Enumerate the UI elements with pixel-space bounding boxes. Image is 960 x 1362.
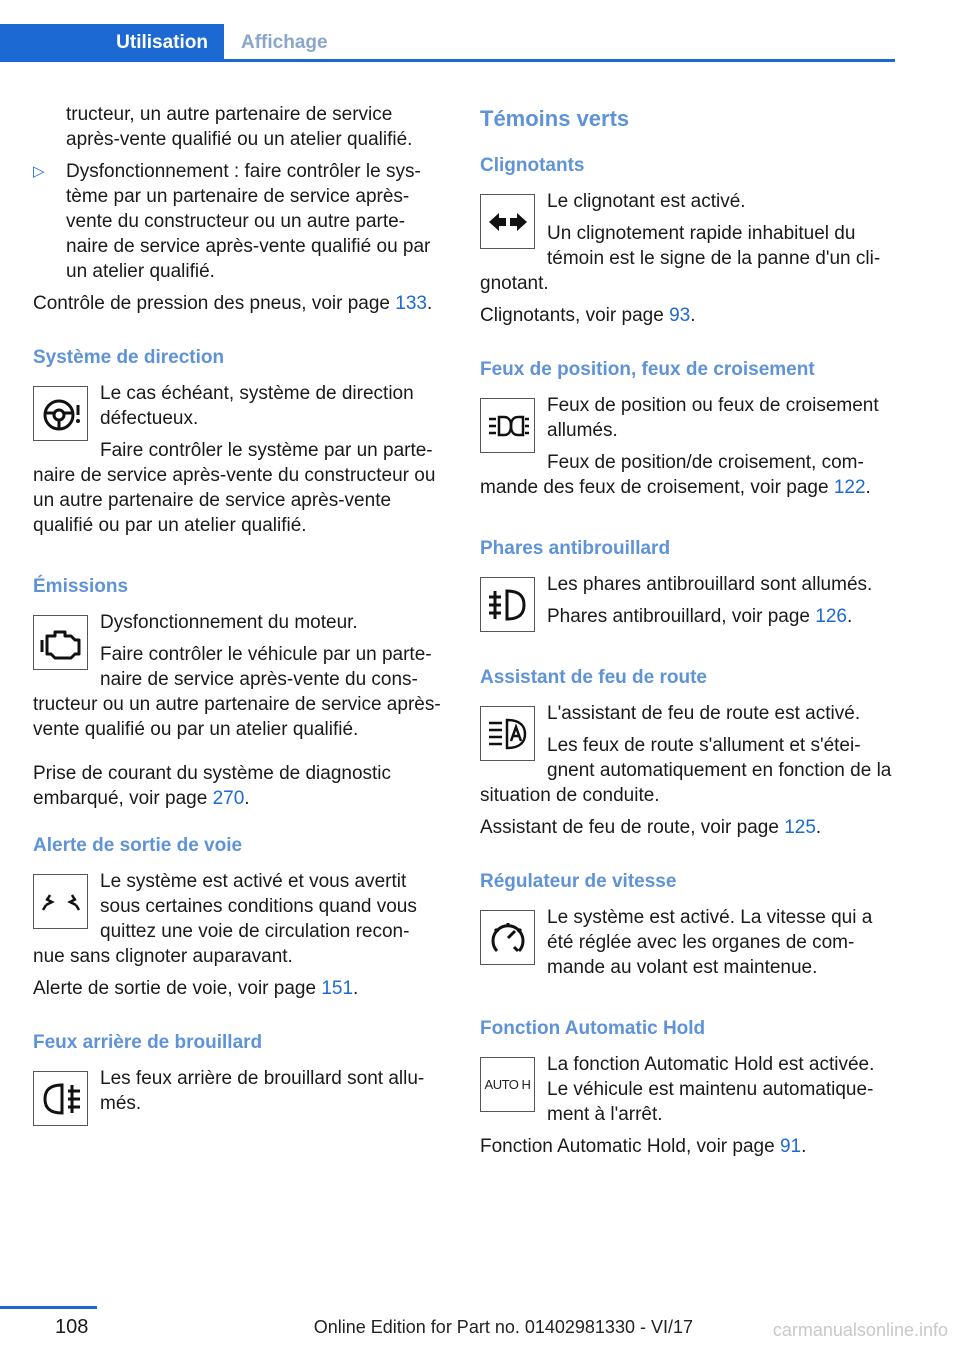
heading-auto-hold: Fonction Automatic Hold <box>480 1018 706 1039</box>
cruise-control-icon <box>480 910 535 965</box>
heading-high-beam-assistant: Assistant de feu de route <box>480 667 707 688</box>
bullet-item <box>33 159 443 284</box>
auto-hold-icon <box>480 1057 535 1112</box>
heading-steering: Système de direction <box>33 347 225 368</box>
rear-fog-light-icon <box>33 1071 88 1126</box>
page-link-93[interactable]: 93 <box>669 305 691 326</box>
page-link-122[interactable]: 122 <box>833 477 866 498</box>
emissions-text-1: Dysfonctionnement du moteur. <box>100 612 358 633</box>
page-number: 108 <box>55 1316 89 1338</box>
page-link-151[interactable]: 151 <box>321 978 354 999</box>
front-fog-text: Les phares antibrouillard sont allumés. <box>547 574 873 595</box>
cruise-control-text: Le système est activé. La vitesse qui a été réglée avec les organes de com- mande au volant est maintenue. <box>547 907 873 978</box>
steering-text-1: Le cas échéant, système de direction défectueux. <box>100 383 414 429</box>
watermark: carmanualsonline.info <box>772 1320 948 1340</box>
low-beam-reference: Feux de position/de croisement, com- mande des feux de croisement, voir page 122. <box>480 452 871 498</box>
rear-fog-text: Les feux arrière de brouillard sont allu- més. <box>100 1068 425 1114</box>
lane-departure-text: Le système est activé et vous avertit sous certaines conditions quand vous quittez une voie de circulation recon- nue sans clignoter auparavant. <box>33 871 417 967</box>
heading-cruise-control: Régulateur de vitesse <box>480 871 677 892</box>
intro-continuation: tructeur, un autre partenaire de service après-vente qualifié ou un atelier qualifié. <box>66 104 413 150</box>
heading-turn-signals: Clignotants <box>480 155 585 176</box>
footer-rule <box>0 1306 97 1309</box>
high-beam-assistant-icon <box>480 706 535 761</box>
heading-emissions: Émissions <box>33 576 129 597</box>
high-beam-text-2: Les feux de route s'allument et s'étei- gnent automatiquement en fonction de la situation de conduite. <box>480 735 892 806</box>
page-link-91[interactable]: 91 <box>779 1136 802 1157</box>
page-link-126[interactable]: 126 <box>815 606 847 627</box>
emissions-text-2: Faire contrôler le véhicule par un parte- naire de service après-vente du cons- tructeur ou un autre partenaire de service après-vente qualifié ou par un atelier qualifié. <box>33 644 441 740</box>
high-beam-reference: Assistant de feu de route, voir page 125. <box>480 817 822 838</box>
heading-green-indicators: Témoins verts <box>480 106 630 131</box>
page-link-125[interactable]: 125 <box>784 817 816 838</box>
position-low-beam-icon <box>480 398 535 453</box>
turn-signals-text-2: Un clignotement rapide inhabituel du témoin est le signe de la panne d'un cli- gnotant. <box>480 223 881 294</box>
heading-front-fog: Phares antibrouillard <box>480 538 671 559</box>
low-beam-text: Feux de position ou feux de croisement allumés. <box>547 395 879 441</box>
turn-signals-text-1: Le clignotant est activé. <box>547 191 746 212</box>
tab-utilisation[interactable]: Utilisation <box>0 24 224 62</box>
steering-warning-icon <box>33 386 88 441</box>
lane-departure-reference: Alerte de sortie de voie, voir page 151. <box>33 978 359 999</box>
engine-check-icon <box>33 615 88 670</box>
turn-signal-icon <box>480 194 535 249</box>
right-column <box>480 102 895 1166</box>
page-link-270[interactable]: 270 <box>212 788 245 809</box>
obd-reference: Prise de courant du système de diagnostic embarqué, voir page 270. <box>33 763 392 809</box>
turn-signals-reference: Clignotants, voir page 93. <box>480 305 696 326</box>
steering-text-2: Faire contrôler le système par un parte- naire de service après-vente du constructeur ou un autre partenaire de service après-vente qualifié ou par un atelier qualifié. <box>33 440 436 536</box>
heading-low-beam: Feux de position, feux de croisement <box>480 359 815 380</box>
front-fog-reference: Phares antibrouillard, voir page 126. <box>547 606 853 627</box>
page-link-133[interactable]: 133 <box>395 293 427 314</box>
bullet-text: Dysfonctionnement : faire contrôler le sys- tème par un partenaire de service après- vente du constructeur ou un autre parte- naire de service après-vente qualifié ou par un atelier qualifié. <box>66 161 431 282</box>
auto-hold-icon-label: AUTO H <box>484 1077 531 1092</box>
tab-affichage[interactable]: Affichage <box>241 32 328 53</box>
triangle-bullet-icon: ▷ <box>33 163 45 180</box>
auto-hold-reference: Fonction Automatic Hold, voir page 91. <box>480 1136 807 1157</box>
lane-departure-icon <box>33 874 88 929</box>
edition-note: Online Edition for Part no. 01402981330 - VI/17 <box>313 1317 693 1337</box>
auto-hold-text: La fonction Automatic Hold est activée. Le véhicule est maintenu automatique- ment à l'arrêt. <box>547 1054 875 1125</box>
heading-lane-departure: Alerte de sortie de voie <box>33 835 243 856</box>
section-tabs <box>0 24 895 62</box>
high-beam-text-1: L'assistant de feu de route est activé. <box>547 703 861 724</box>
tire-pressure-reference: Contrôle de pression des pneus, voir page 133. <box>33 293 433 314</box>
front-fog-light-icon <box>480 577 535 632</box>
heading-rear-fog: Feux arrière de brouillard <box>33 1032 263 1053</box>
left-column <box>33 102 443 1130</box>
tab-underline <box>0 59 895 62</box>
